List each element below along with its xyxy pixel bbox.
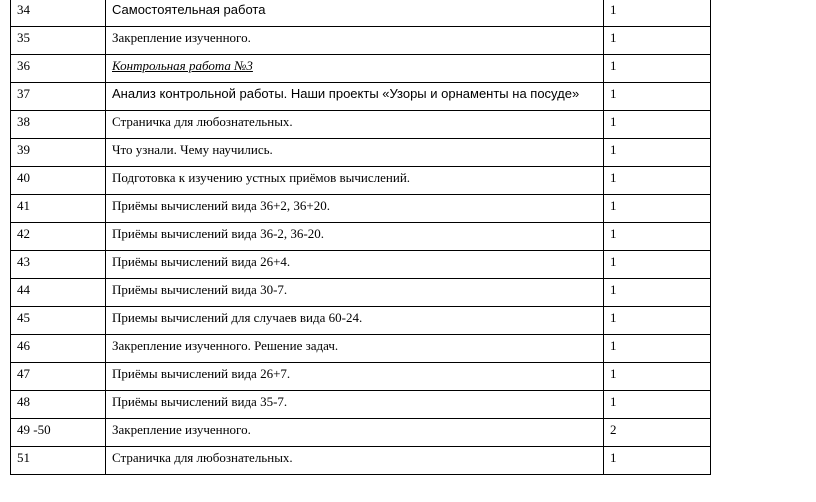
- lesson-hours: 1: [604, 391, 711, 419]
- lesson-number: 46: [11, 335, 106, 363]
- table-row: [11, 335, 711, 363]
- table-row: [11, 391, 711, 419]
- table-row: [11, 307, 711, 335]
- lesson-number: 49 -50: [11, 419, 106, 447]
- lesson-number: 40: [11, 167, 106, 195]
- table-row: [11, 83, 711, 111]
- lesson-hours: 1: [604, 335, 711, 363]
- table-row: [11, 27, 711, 55]
- lesson-topic: Приёмы вычислений вида 26+7.: [106, 363, 604, 391]
- lesson-number: 41: [11, 195, 106, 223]
- table-row: [11, 139, 711, 167]
- lesson-topic: Приёмы вычислений вида 30-7.: [106, 279, 604, 307]
- lesson-hours: 1: [604, 139, 711, 167]
- lesson-topic: Закрепление изученного.: [106, 27, 604, 55]
- lesson-number: 44: [11, 279, 106, 307]
- lesson-number: 34: [11, 0, 106, 27]
- lesson-number: 36: [11, 55, 106, 83]
- lesson-topic: Приемы вычислений для случаев вида 60-24.: [106, 307, 604, 335]
- lesson-hours: 1: [604, 55, 711, 83]
- lesson-number: 37: [11, 83, 106, 111]
- lesson-hours: 1: [604, 195, 711, 223]
- lesson-number: 43: [11, 251, 106, 279]
- table-row: [11, 363, 711, 391]
- lesson-hours: 1: [604, 223, 711, 251]
- lesson-number: 35: [11, 27, 106, 55]
- lesson-hours: 1: [604, 307, 711, 335]
- table-row: [11, 419, 711, 447]
- lesson-topic: Приёмы вычислений вида 35-7.: [106, 391, 604, 419]
- lesson-hours: 2: [604, 419, 711, 447]
- lesson-plan-table: [10, 0, 711, 475]
- table-row: [11, 223, 711, 251]
- table-row: [11, 447, 711, 475]
- lesson-topic: Подготовка к изучению устных приёмов вычислений.: [106, 167, 604, 195]
- lesson-hours: 1: [604, 111, 711, 139]
- lesson-number: 42: [11, 223, 106, 251]
- lesson-number: 48: [11, 391, 106, 419]
- lesson-topic: Самостоятельная работа: [106, 0, 604, 27]
- lesson-topic: Анализ контрольной работы. Наши проекты «Узоры и орнаменты на посуде»: [106, 83, 604, 111]
- lesson-hours: 1: [604, 0, 711, 27]
- lesson-hours: 1: [604, 27, 711, 55]
- lesson-topic: Что узнали. Чему научились.: [106, 139, 604, 167]
- table-row: [11, 111, 711, 139]
- lesson-hours: 1: [604, 363, 711, 391]
- lesson-hours: 1: [604, 447, 711, 475]
- lesson-topic: Закрепление изученного. Решение задач.: [106, 335, 604, 363]
- lesson-hours: 1: [604, 167, 711, 195]
- lesson-hours: 1: [604, 83, 711, 111]
- lesson-topic: Страничка для любознательных.: [106, 111, 604, 139]
- lesson-topic: Закрепление изученного.: [106, 419, 604, 447]
- table-row: [11, 0, 711, 27]
- lesson-hours: 1: [604, 279, 711, 307]
- lesson-number: 38: [11, 111, 106, 139]
- table-row: [11, 195, 711, 223]
- lesson-hours: 1: [604, 251, 711, 279]
- lesson-topic: Приёмы вычислений вида 26+4.: [106, 251, 604, 279]
- table-row: [11, 279, 711, 307]
- lesson-topic: Приёмы вычислений вида 36-2, 36-20.: [106, 223, 604, 251]
- lesson-number: 39: [11, 139, 106, 167]
- lesson-topic: Контрольная работа №3: [106, 55, 604, 83]
- lesson-topic: Приёмы вычислений вида 36+2, 36+20.: [106, 195, 604, 223]
- lesson-topic: Страничка для любознательных.: [106, 447, 604, 475]
- lesson-number: 45: [11, 307, 106, 335]
- table-row: [11, 167, 711, 195]
- table-row: [11, 55, 711, 83]
- table-row: [11, 251, 711, 279]
- lesson-number: 47: [11, 363, 106, 391]
- lesson-number: 51: [11, 447, 106, 475]
